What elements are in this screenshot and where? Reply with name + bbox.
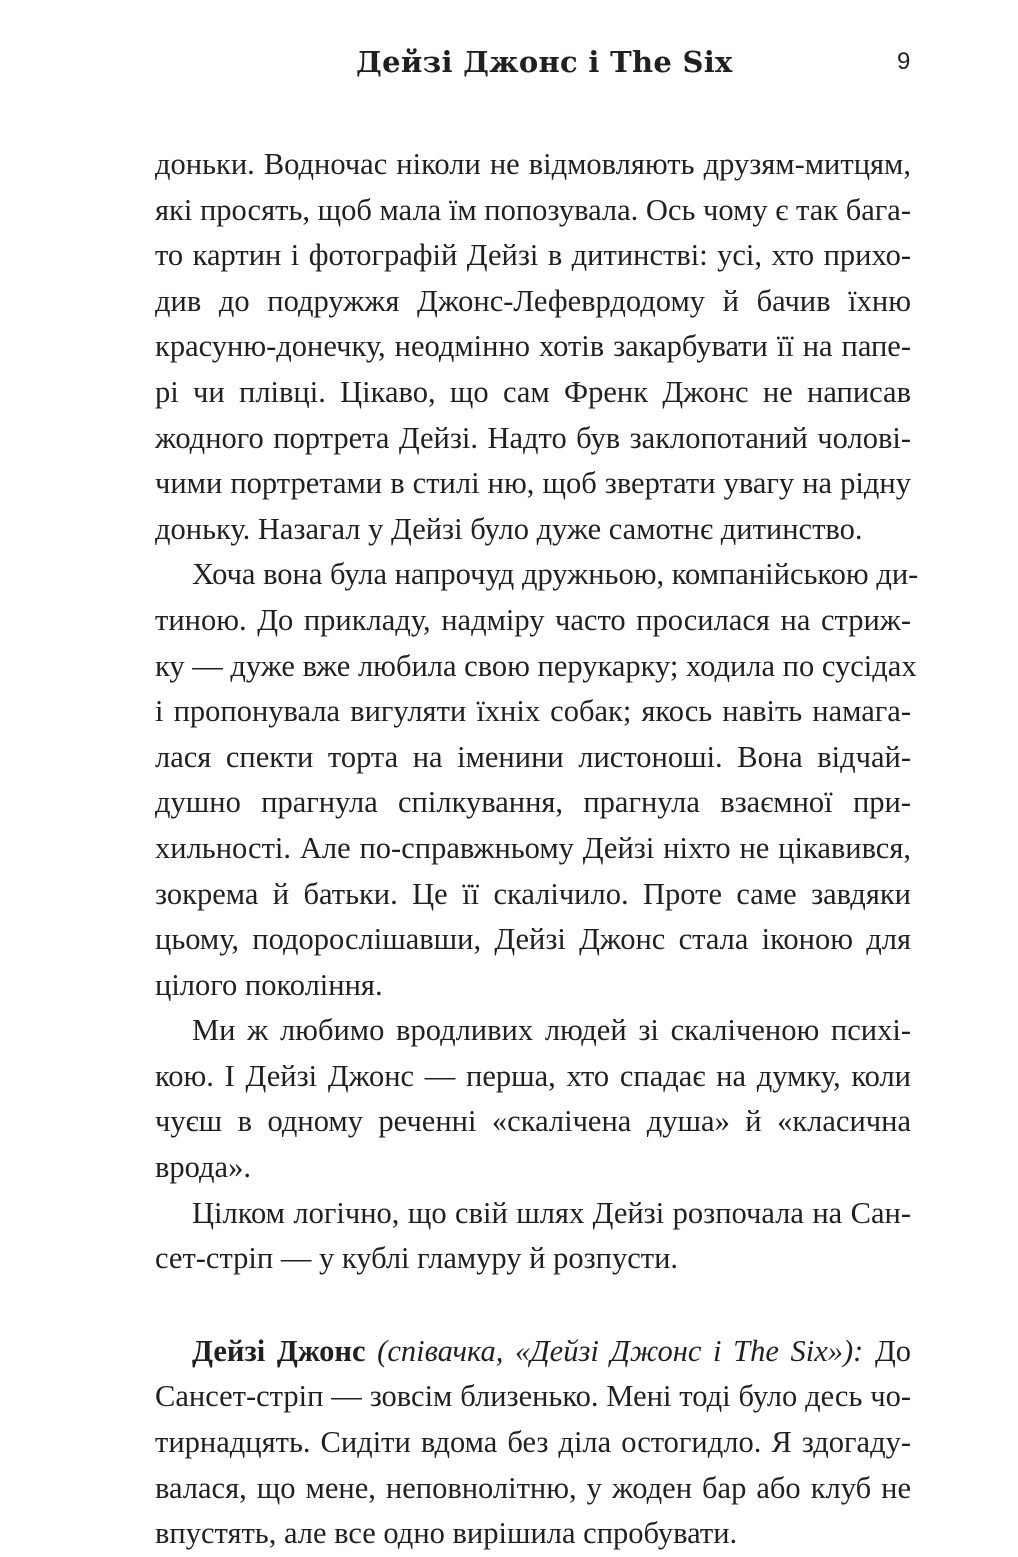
text-line: тиною. До прикладу, надміру часто просилася на стриж- bbox=[155, 602, 911, 637]
text-line: рі чи плівці. Цікаво, що сам Френк Джонс не написав bbox=[155, 374, 911, 409]
text-line: доньку. Назагал у Дейзі було дуже самотнє дитинство. bbox=[155, 511, 863, 546]
text-line: чуєш в одному реченні «скалічена душа» й «класична bbox=[155, 1104, 911, 1139]
paragraph bbox=[155, 1008, 911, 1190]
text-line: Сансет-стріп — зовсім близенько. Мені тоді було десь чо- bbox=[155, 1379, 911, 1414]
text-line: зокрема й батьки. Це її скалічило. Проте саме завдяки bbox=[155, 876, 911, 911]
text-line: валася, що мене, неповнолітню, у жоден бар або клуб не bbox=[155, 1470, 911, 1505]
interview-paragraph bbox=[155, 1329, 911, 1557]
text-line: Цілком логічно, що свій шлях Дейзі розпочала на Сан- bbox=[192, 1195, 911, 1230]
text-line: які просять, щоб мала їм попозувала. Ось чому є так бага- bbox=[155, 192, 911, 227]
text-line: кою. І Дейзі Джонс — перша, хто спадає на думку, коли bbox=[155, 1058, 911, 1093]
text-line: жодного портрета Дейзі. Надто був заклопотаний чолові- bbox=[155, 420, 911, 455]
first-line-rest: До bbox=[874, 1333, 911, 1368]
paragraph bbox=[155, 1191, 911, 1282]
speaker-name: Дейзі Джонс bbox=[192, 1333, 366, 1368]
text-line: і пропонувала вигуляти їхніх собак; якось навіть намага- bbox=[155, 694, 911, 729]
text-line: впустять, але все одно вирішила спробувати. bbox=[155, 1516, 738, 1551]
text-line: лася спекти торта на іменини листоноші. Вона відчай- bbox=[155, 739, 911, 774]
text-line: душно прагнула спілкування, прагнула взаємної при- bbox=[155, 785, 911, 820]
text-line: хильності. Але по-справжньому Дейзі ніхто не цікавився, bbox=[155, 830, 911, 865]
text-line: красуню-донечку, неодмінно хотів закарбувати її на папе- bbox=[155, 329, 911, 364]
paragraph bbox=[155, 552, 919, 1008]
text-line: доньки. Водночас ніколи не відмовляють друзям-митцям, bbox=[155, 147, 911, 181]
text-line: цілого покоління. bbox=[155, 967, 383, 1002]
text-line: цьому, подорослішавши, Дейзі Джонс стала іконою для bbox=[155, 922, 911, 957]
running-title: Дейзі Джонс і The Six bbox=[356, 45, 733, 79]
text-line: Хоча вона була напрочуд дружньою, компанійською ди- bbox=[192, 557, 919, 592]
page-number: 9 bbox=[897, 48, 911, 75]
text-line: чими портретами в стилі ню, щоб звертати увагу на рідну bbox=[155, 466, 911, 501]
body-text bbox=[155, 142, 919, 1557]
interview-first-line bbox=[155, 1329, 911, 1375]
text-line: див до подружжя Джонс-Лефеврдодому й бачив їхню bbox=[155, 283, 911, 318]
speaker-role: (співачка, «Дейзі Джонс і The Six»): bbox=[377, 1333, 864, 1368]
section-gap bbox=[155, 1282, 911, 1329]
text-line: врода». bbox=[155, 1150, 251, 1185]
paragraph bbox=[155, 142, 911, 552]
text-line: сет-стріп — у кублі гламуру й розпусти. bbox=[155, 1241, 679, 1276]
text-line: ку — дуже вже любила свою перукарку; ходила по сусідах bbox=[155, 648, 917, 683]
text-line: Ми ж любимо вродливих людей зі скаліченою психі- bbox=[192, 1013, 911, 1048]
text-line: тирнадцять. Сидіти вдома без діла остогидло. Я здогаду- bbox=[155, 1425, 911, 1460]
text-line: то картин і фотографій Дейзі в дитинстві: усі, хто прихо- bbox=[155, 238, 911, 273]
running-head bbox=[0, 42, 1018, 82]
